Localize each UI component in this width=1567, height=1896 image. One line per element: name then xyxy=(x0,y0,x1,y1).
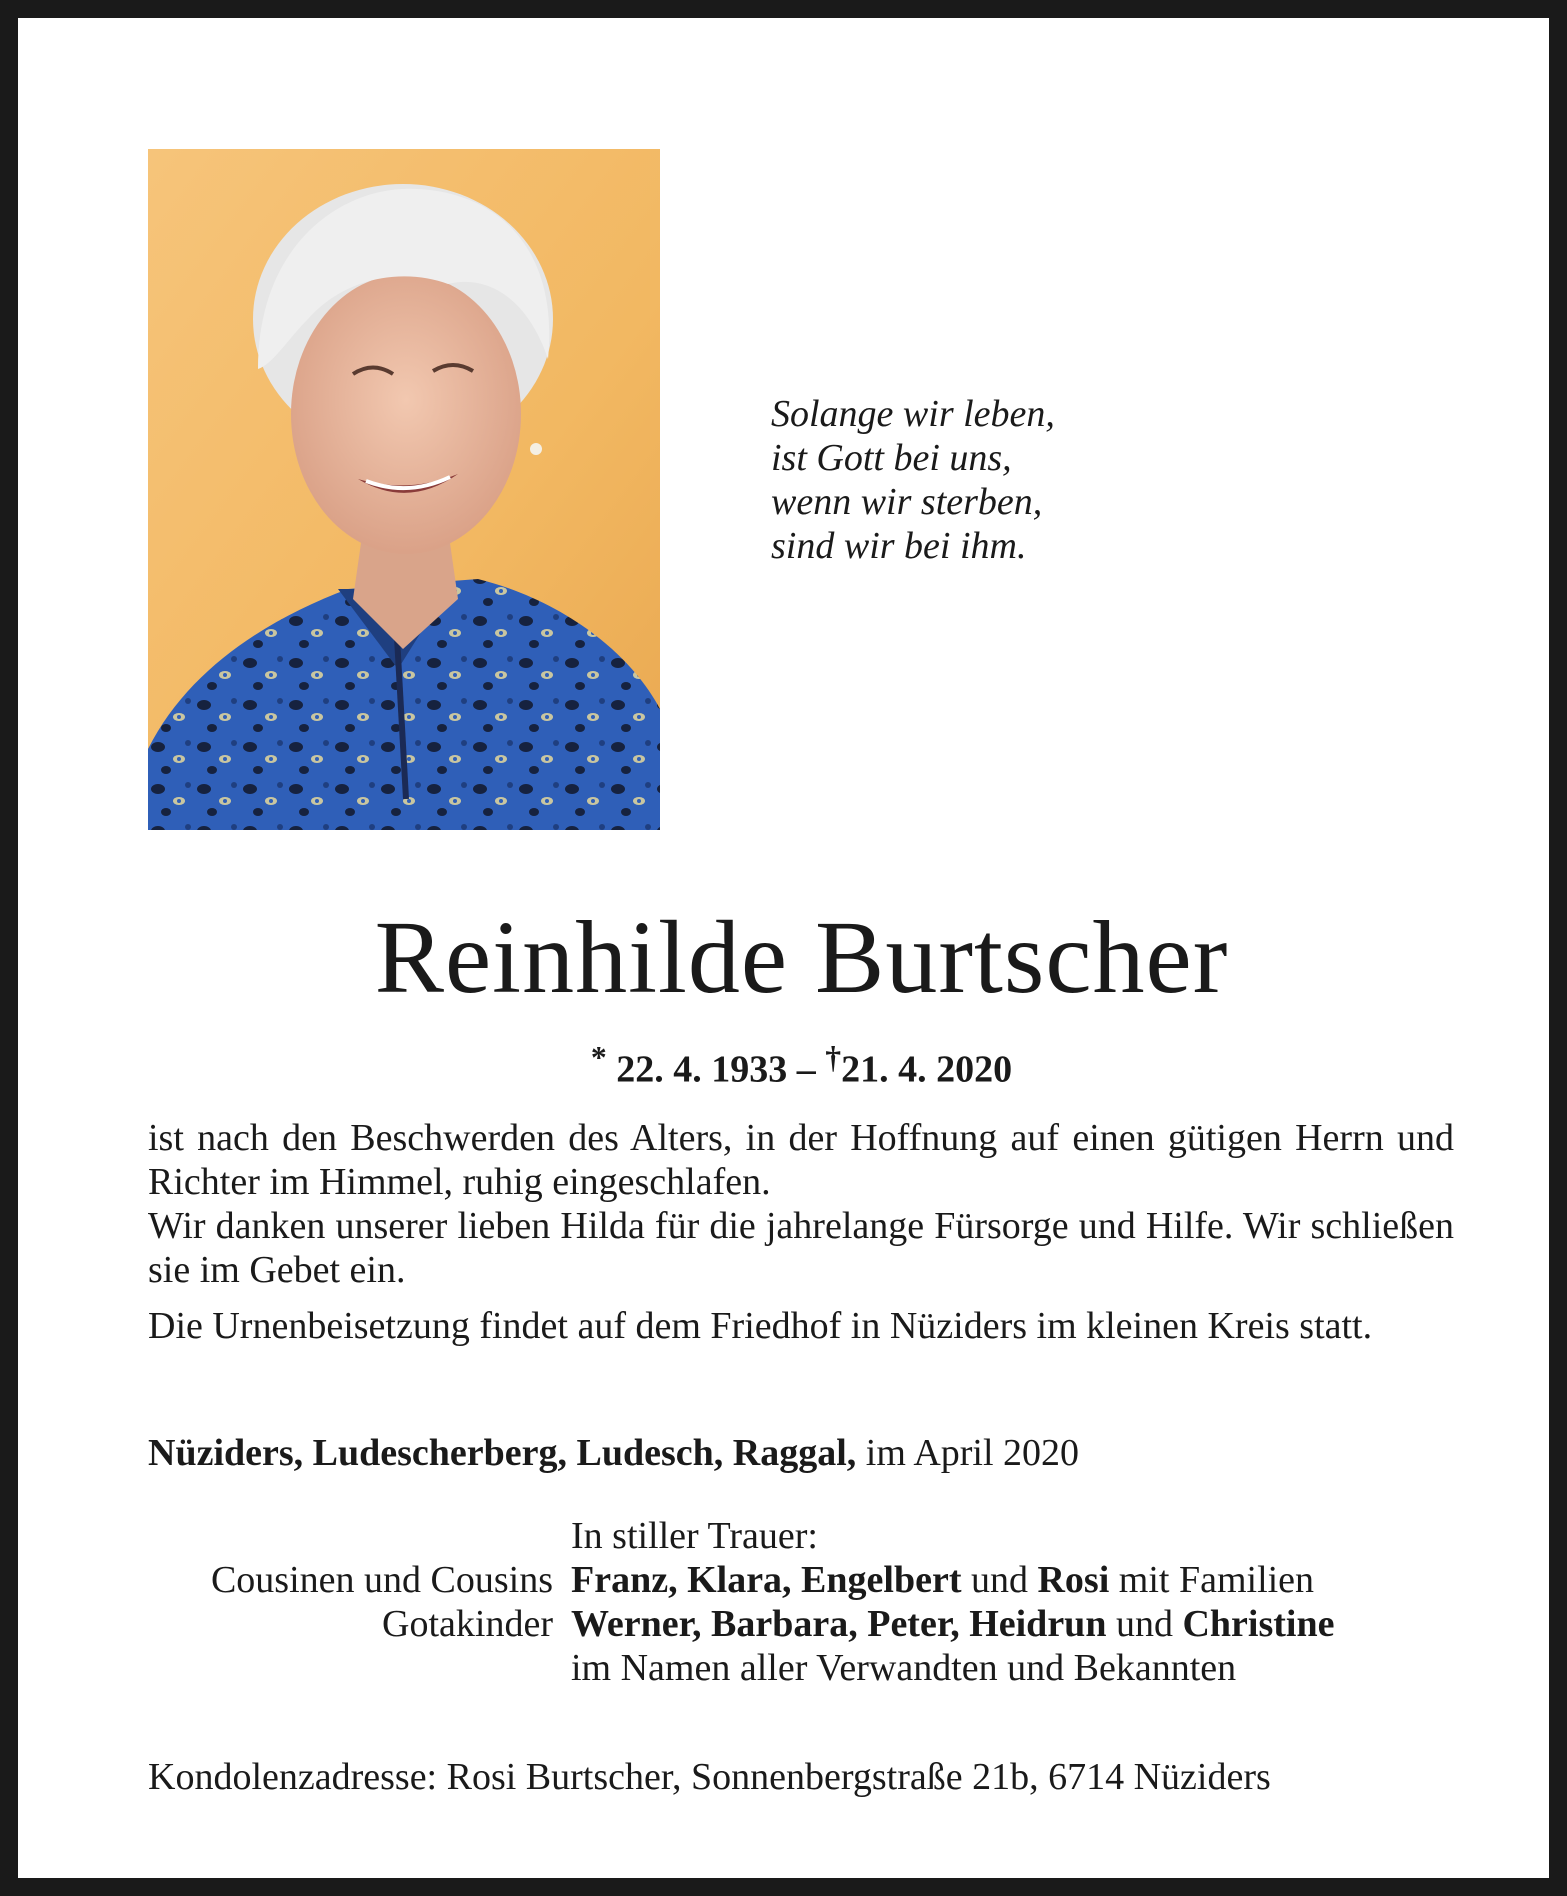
notice-date: im April 2020 xyxy=(865,1432,1080,1474)
conjunction: und xyxy=(970,1559,1028,1601)
mourners-row xyxy=(148,1558,1454,1602)
mourner-names: Werner, Barbara, Peter, Heidrun xyxy=(571,1603,1107,1645)
death-symbol: † xyxy=(825,1040,842,1075)
place-and-date xyxy=(148,1431,1454,1475)
mourners-closing: im Namen aller Verwandten und Bekannten xyxy=(571,1647,1237,1689)
mourners-block xyxy=(148,1514,1454,1690)
birth-date: 22. 4. 1933 xyxy=(616,1048,788,1091)
body-paragraph: Die Urnenbeisetzung findet auf dem Friedhof in Nüziders im kleinen Kreis statt. xyxy=(148,1305,1373,1347)
life-dates xyxy=(18,1036,1567,1092)
portrait-photo xyxy=(148,149,660,830)
obituary-body xyxy=(148,1116,1454,1348)
mourners-closing-row xyxy=(148,1646,1454,1690)
verse-line: ist Gott bei uns, xyxy=(771,437,1012,479)
birth-symbol: * xyxy=(590,1040,607,1075)
verse-line: sind wir bei ihm. xyxy=(771,525,1027,567)
locations: Nüziders, Ludescherberg, Ludesch, Raggal, xyxy=(148,1432,857,1474)
mourners-label: Cousinen und Cousins xyxy=(210,1559,553,1601)
mourners-heading-row xyxy=(148,1514,1454,1558)
conjunction: und xyxy=(1115,1603,1173,1645)
death-date: 21. 4. 2020 xyxy=(841,1048,1013,1091)
mourners-label: Gotakinder xyxy=(382,1603,553,1645)
mourners-heading: In stiller Trauer: xyxy=(571,1515,818,1557)
mourner-suffix: mit Familien xyxy=(1118,1559,1315,1601)
verse xyxy=(771,392,1231,568)
deceased-name: Reinhilde Burtscher xyxy=(374,900,1229,1015)
verse-line: Solange wir leben, xyxy=(771,393,1055,435)
date-separator: – xyxy=(796,1048,816,1091)
body-paragraph: ist nach den Beschwerden des Alters, in der Hoffnung auf einen gütigen Herrn und Richter im Himmel, ruhig eingeschlafen. xyxy=(148,1117,1454,1203)
body-paragraph: Wir danken unserer lieben Hilda für die jahrelange Fürsorge und Hilfe. Wir schließen sie im Gebet ein. xyxy=(148,1205,1454,1291)
mourners-row xyxy=(148,1602,1454,1646)
condolence-address: Kondolenzadresse: Rosi Burtscher, Sonnenbergstraße 21b, 6714 Nüziders xyxy=(148,1756,1271,1798)
mourner-names: Franz, Klara, Engelbert xyxy=(571,1559,962,1601)
verse-line: wenn wir sterben, xyxy=(771,481,1043,523)
mourner-names: Christine xyxy=(1182,1603,1335,1645)
mourner-names: Rosi xyxy=(1037,1559,1110,1601)
